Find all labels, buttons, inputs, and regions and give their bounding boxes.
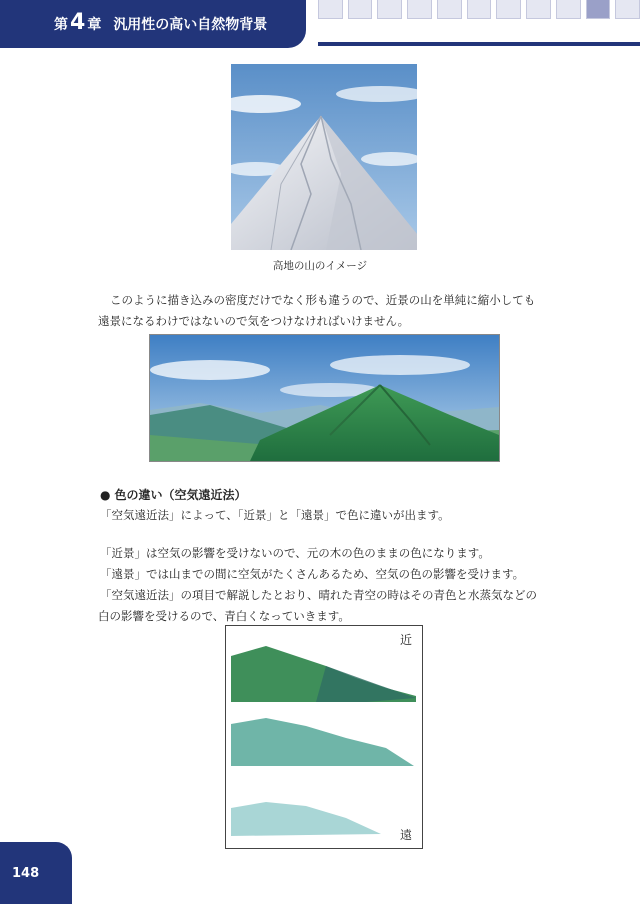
paragraph3-line4: 白の影響を受けるので、青白くなっていきます。 [98, 609, 350, 623]
header-cell [407, 0, 432, 19]
chapter-name: 汎用性の高い自然物背景 [113, 17, 268, 33]
paragraph3-line2: 「遠景」では山までの間に空気がたくさんあるため、空気の色の影響を受けます。 [100, 567, 525, 581]
paragraph3-line1: 「近景」は空気の影響を受けないので、元の木の色のままの色になります。 [100, 546, 490, 560]
paragraph1-line1: このように描き込みの密度だけでなく形も違うので、近景の山を単純に縮小しても [110, 293, 536, 307]
section-heading [100, 486, 247, 503]
section-bullet: ● [100, 488, 111, 502]
page-number: 148 [12, 866, 40, 881]
section-title: 色の違い（空気遠近法） [114, 488, 247, 502]
header-cell [377, 0, 402, 19]
label-far: 遠 [400, 828, 413, 842]
chapter-suffix: 章 [87, 17, 102, 33]
header-cell [467, 0, 492, 19]
header-cell [526, 0, 551, 19]
header-cell [615, 0, 640, 19]
figure-panorama [149, 334, 500, 462]
header-cell-highlight [586, 0, 611, 19]
label-near: 近 [400, 633, 413, 647]
header-cell [318, 0, 343, 19]
near-mountain-shade [316, 666, 416, 702]
header-decoration [318, 0, 640, 22]
header-cell [496, 0, 521, 19]
snow-mountain-illustration [231, 64, 417, 250]
header-cell [348, 0, 373, 19]
chapter-prefix: 第 [54, 17, 68, 33]
panorama-illustration [150, 335, 499, 461]
header-rule [318, 42, 640, 46]
near-far-illustration [226, 626, 422, 848]
figure-near-far [225, 625, 423, 849]
far-mountain [231, 802, 381, 836]
chapter-title [54, 10, 267, 35]
paragraph2-line1: 「空気遠近法」によって、「近景」と「遠景」で色に違いが出ます。 [100, 508, 450, 522]
header-cell [437, 0, 462, 19]
chapter-number: 4 [70, 10, 86, 35]
middle-mountain [231, 718, 414, 766]
paragraph1-line2: 遠景になるわけではないので気をつけなければいけません。 [98, 314, 410, 328]
paragraph3-line3: 「空気遠近法」の項目で解説したとおり、晴れた青空の時はその青色と水蒸気などの [100, 588, 537, 602]
header-cell [556, 0, 581, 19]
figure1-caption: 高地の山のイメージ [272, 260, 368, 272]
figure-snow-mountain [231, 64, 417, 250]
